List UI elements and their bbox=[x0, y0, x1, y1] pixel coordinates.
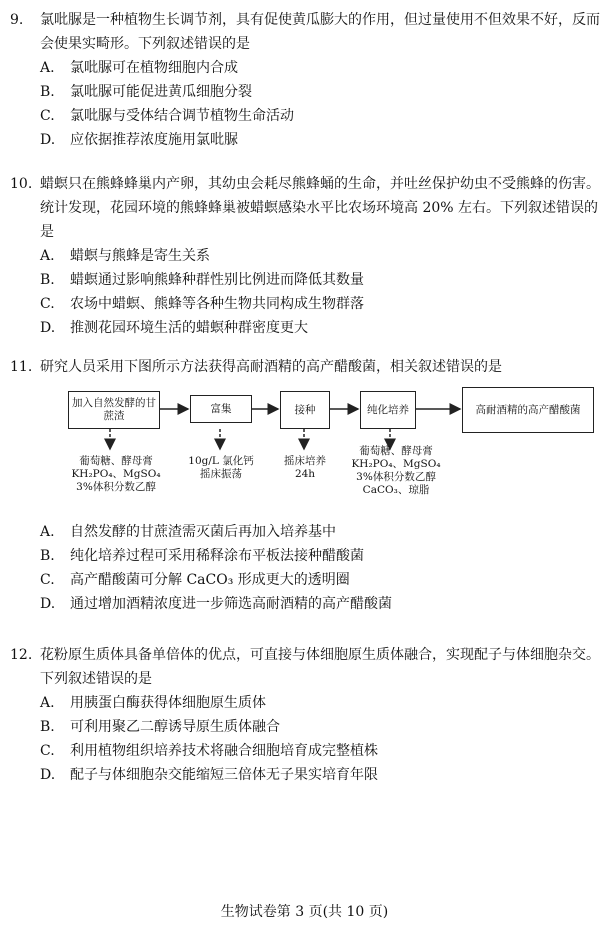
option-text: 氯吡脲可在植物细胞内合成 bbox=[70, 60, 238, 76]
question-number: 11. bbox=[10, 359, 33, 375]
option-text: 蜡螟通过影响熊蜂种群性别比例进而降低其数量 bbox=[70, 272, 364, 288]
option-label: A. bbox=[40, 524, 55, 540]
question-9 bbox=[10, 8, 601, 152]
diagram-note-medium-1: 葡萄糖、酵母膏 KH₂PO₄、MgSO₄ 3%体积分数乙醇 bbox=[71, 455, 161, 493]
diagram-box-purify: 纯化培养 bbox=[360, 391, 416, 429]
option-text: 自然发酵的甘蔗渣需灭菌后再加入培养基中 bbox=[70, 524, 336, 540]
option-label: B. bbox=[40, 84, 55, 100]
option-label: A. bbox=[40, 248, 55, 264]
question-stem: 花粉原生质体具备单倍体的优点，可直接与体细胞原生质体融合，实现配子与体细胞杂交。下列叙述错误的是 bbox=[40, 647, 600, 687]
diagram-box-enrich: 富集 bbox=[190, 395, 252, 423]
option-label: B. bbox=[40, 272, 55, 288]
flow-diagram bbox=[60, 385, 600, 500]
diagram-note-medium-2: 葡萄糖、酵母膏 KH₂PO₄、MgSO₄ 3%体积分数乙醇 CaCO₃、琼脂 bbox=[351, 445, 441, 496]
diagram-box-enrichment-medium: 加入自然发酵的甘蔗渣 bbox=[68, 391, 160, 429]
question-11-options bbox=[10, 520, 601, 616]
page-footer: 生物试卷第 3 页(共 10 页) bbox=[220, 904, 389, 920]
option-text: 配子与体细胞杂交能缩短三倍体无子果实培育年限 bbox=[70, 767, 378, 783]
option-label: A. bbox=[40, 60, 55, 76]
option-text: 通过增加酒精浓度进一步筛选高耐酒精的高产醋酸菌 bbox=[70, 596, 392, 612]
question-10 bbox=[10, 172, 601, 340]
option-label: C. bbox=[40, 296, 55, 312]
question-stem: 研究人员采用下图所示方法获得高耐酒精的高产醋酸菌，相关叙述错误的是 bbox=[40, 359, 502, 375]
question-stem: 氯吡脲是一种植物生长调节剂，具有促使黄瓜膨大的作用，但过量使用不但效果不好，反而会使果实畸形。下列叙述错误的是 bbox=[40, 12, 600, 52]
option-text: 高产醋酸菌可分解 CaCO₃ 形成更大的透明圈 bbox=[70, 572, 350, 588]
option-label: D. bbox=[40, 132, 56, 148]
option-label: C. bbox=[40, 108, 55, 124]
option-label: C. bbox=[40, 572, 55, 588]
option-text: 氯吡脲与受体结合调节植物生命活动 bbox=[70, 108, 294, 124]
option-label: B. bbox=[40, 719, 55, 735]
option-text: 推测花园环境生活的蜡螟种群密度更大 bbox=[70, 320, 308, 336]
diagram-box-inoculate: 接种 bbox=[280, 391, 330, 429]
question-number: 9. bbox=[10, 12, 24, 28]
option-text: 应依据推荐浓度施用氯吡脲 bbox=[70, 132, 238, 148]
question-number: 12. bbox=[10, 647, 33, 663]
option-label: B. bbox=[40, 548, 55, 564]
option-text: 用胰蛋白酶获得体细胞原生质体 bbox=[70, 695, 266, 711]
question-12 bbox=[10, 643, 601, 787]
option-label: D. bbox=[40, 596, 56, 612]
option-label: D. bbox=[40, 320, 56, 336]
question-stem: 蜡螟只在熊蜂蜂巢内产卵，其幼虫会耗尽熊蜂蛹的生命，并吐丝保护幼虫不受熊蜂的伤害。统计发现，花园环境的熊蜂蜂巢被蜡螟感染水平比农场环境高 20% 左右。下列叙述错误的是 bbox=[40, 176, 600, 240]
option-text: 纯化培养过程可采用稀释涂布平板法接种醋酸菌 bbox=[70, 548, 364, 564]
question-number: 10. bbox=[10, 176, 33, 192]
option-text: 农场中蜡螟、熊蜂等各种生物共同构成生物群落 bbox=[70, 296, 364, 312]
option-text: 氯吡脲可能促进黄瓜细胞分裂 bbox=[70, 84, 252, 100]
question-11 bbox=[10, 355, 601, 379]
diagram-note-enrich: 10g/L 氯化钙 摇床振荡 bbox=[188, 455, 254, 480]
diagram-note-shake: 摇床培养 24h bbox=[284, 455, 326, 480]
option-text: 可利用聚乙二醇诱导原生质体融合 bbox=[70, 719, 280, 735]
option-label: D. bbox=[40, 767, 56, 783]
option-label: A. bbox=[40, 695, 55, 711]
diagram-box-result-bacteria: 高耐酒精的高产醋酸菌 bbox=[462, 387, 594, 433]
option-text: 蜡螟与熊蜂是寄生关系 bbox=[70, 248, 210, 264]
option-label: C. bbox=[40, 743, 55, 759]
option-text: 利用植物组织培养技术将融合细胞培育成完整植株 bbox=[70, 743, 378, 759]
